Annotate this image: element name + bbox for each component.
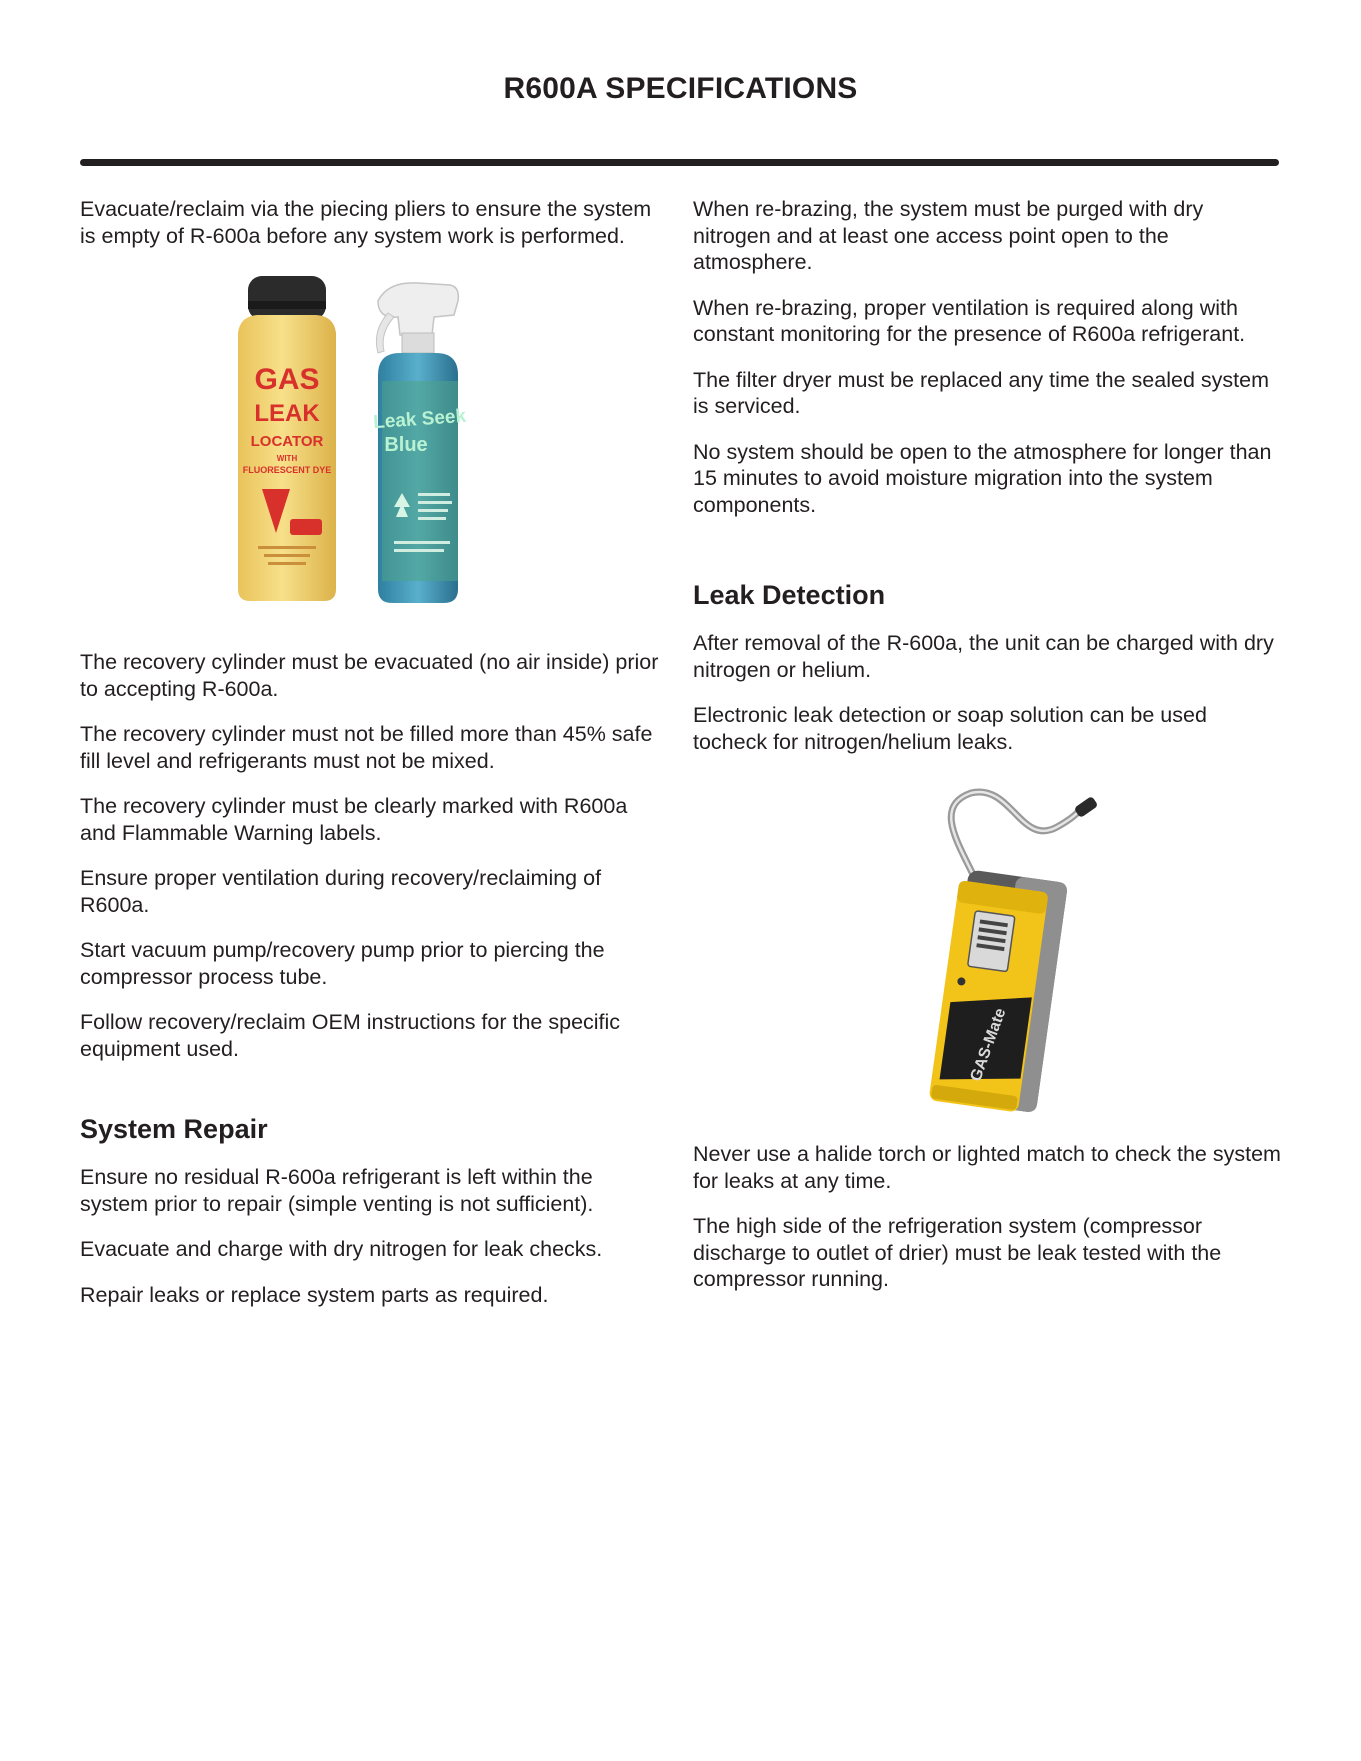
products-photo <box>228 271 528 611</box>
system-repair-heading: System Repair <box>80 1114 268 1144</box>
gas-leak-locator-bottle <box>238 276 336 601</box>
electronic-leak-detector-image <box>861 787 1181 1117</box>
leak-detection-paragraph-4: The high side of the refrigeration system (compressor discharge to outlet of drier) must be leak tested with the compressor running. <box>693 1214 1222 1291</box>
leak-locator-products-image <box>228 271 528 611</box>
spray-trigger-icon <box>378 283 458 335</box>
system-repair-paragraph-3: Repair leaks or replace system parts as required. <box>80 1282 549 1307</box>
kmp-logo-icon <box>290 519 322 535</box>
bottle2-label-line1: Leak Seek <box>372 405 467 434</box>
bottle1-label-line2: LEAK <box>254 400 320 427</box>
page-title: R600A SPECIFICATIONS <box>503 72 858 105</box>
left-paragraph-5: Start vacuum pump/recovery pump prior to piercing the compressor process tube. <box>80 938 605 989</box>
leak-detector-photo <box>861 787 1181 1117</box>
leak-detection-paragraph-2: Electronic leak detection or soap solution can be used tocheck for nitrogen/helium leaks. <box>693 703 1207 754</box>
right-column <box>693 196 1285 1312</box>
system-repair-paragraph-2: Evacuate and charge with dry nitrogen for leak checks. <box>80 1237 603 1261</box>
left-column <box>80 196 660 1327</box>
leak-detection-paragraph-1: After removal of the R-600a, the unit can be charged with dry nitrogen or helium. <box>693 631 1274 682</box>
title-divider <box>80 159 1279 166</box>
bottle1-label-line5: FLUORESCENT DYE <box>242 465 332 475</box>
right-paragraph-2: When re-brazing, proper ventilation is required along with constant monitoring for the presence of R600a refrigerant. <box>693 295 1246 346</box>
left-paragraph-6: Follow recovery/reclaim OEM instructions for the specific equipment used. <box>80 1010 621 1061</box>
right-paragraph-4: No system should be open to the atmosphere for longer than 15 minutes to avoid moisture migration into the system components. <box>693 439 1272 517</box>
detector-brand-label: GAS-Mate <box>967 1006 1010 1084</box>
leak-detection-paragraph-3: Never use a halide torch or lighted match to check the system for leaks at any time. <box>693 1142 1281 1193</box>
left-paragraph-1: The recovery cylinder must be evacuated (no air inside) prior to accepting R-600a. <box>80 650 659 701</box>
system-repair-paragraph-1: Ensure no residual R-600a refrigerant is left within the system prior to repair (simple venting is not sufficient). <box>80 1165 594 1216</box>
bottle2-label-line2: Blue <box>384 434 428 456</box>
bottle1-label-line3: LOCATOR <box>250 433 324 450</box>
detector-body <box>929 868 1069 1115</box>
bottle1-label-line4: WITH <box>276 454 298 463</box>
left-paragraph-3: The recovery cylinder must be clearly marked with R600a and Flammable Warning labels. <box>80 794 628 845</box>
intro-paragraph: Evacuate/reclaim via the piecing pliers to ensure the system is empty of R-600a before any system work is performed. <box>80 197 652 248</box>
bottle1-label-line1: GAS <box>254 363 320 396</box>
leak-detection-heading: Leak Detection <box>693 580 886 610</box>
right-paragraph-3: The filter dryer must be replaced any time the sealed system is serviced. <box>693 367 1269 418</box>
left-paragraph-2: The recovery cylinder must not be filled more than 45% safe fill level and refrigerants must not be mixed. <box>80 722 653 773</box>
leak-seek-blue-spray-bottle <box>373 283 468 603</box>
right-paragraph-1: When re-brazing, the system must be purged with dry nitrogen and at least one access point open to the atmosphere. <box>693 197 1234 274</box>
left-paragraph-4: Ensure proper ventilation during recovery/reclaiming of R600a. <box>80 866 602 917</box>
